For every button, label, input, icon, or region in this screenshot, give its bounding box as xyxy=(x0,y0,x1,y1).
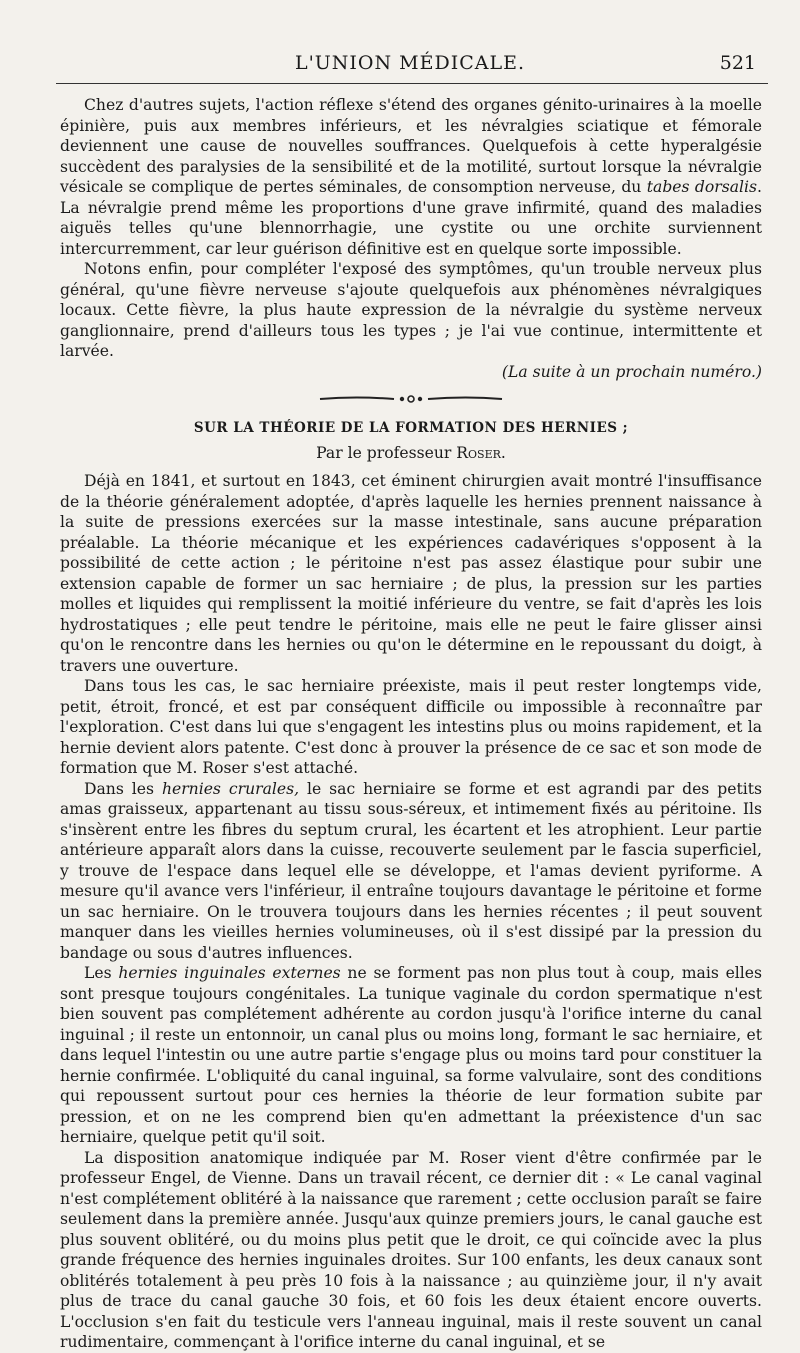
ornament-rule-icon xyxy=(316,392,506,406)
paragraph xyxy=(60,471,762,676)
paragraph-italic-text: tabes dorsalis xyxy=(646,178,758,196)
paragraph xyxy=(60,1148,762,1353)
article-title: SUR LA THÉORIE DE LA FORMATION DES HERNIES ; xyxy=(193,420,629,436)
running-title: L'UNION MÉDICALE. xyxy=(294,52,526,74)
paragraph xyxy=(60,963,762,1148)
byline-author: Roser. xyxy=(456,443,506,462)
continuation-note: (La suite à un prochain numéro.) xyxy=(501,362,762,381)
paragraph-text: Les xyxy=(84,964,119,982)
paragraph-text: La disposition anatomique indiquée par M. Roser vient d'être confirmée par le professeur Engel, de Vienne. Dans un travail récent, ce dernier dit : « Le canal vaginal n'est complétement oblitéré à la naissance que rarement ; cette occlusion paraît se faire seulement dans la première année. Jusqu'aux quinze premiers jours, le canal gauche est plus souvent oblitéré, ou du moins plus petit que le droit, ce qui coïncide avec la plus grande fréquence des hernies inguinales droites. Sur 100 enfants, les deux canaux sont oblitérés totalement à peu près 10 fois à la naissance ; au quinzième jour, il n'y avait plus de trace du canal gauche 30 fois, et 60 fois les deux étaient encore ouverts. L'occlusion s'en fait du testicule vers l'anneau inguinal, mais il reste souvent un canal rudimentaire, commençant à l'orifice interne du canal inguinal, et se xyxy=(60,1148,762,1351)
paragraph-text: Notons enfin, pour compléter l'exposé des symptômes, qu'un trouble nerveux plus général, qu'une fièvre nerveuse s'ajoute quelquefois aux phénomènes névralgiques locaux. Cette fièvre, la plus haute expression de la névralgie du système nerveux ganglionnaire, prend d'ailleurs tous les types ; je l'ai vue continue, intermittente et larvée. xyxy=(60,260,762,360)
paragraph-text: Dans tous les cas, le sac herniaire préexiste, mais il peut rester longtemps vide, petit, étroit, froncé, et est par conséquent difficile ou impossible à reconnaître par l'exploration. C'est dans lui que s'engagent les intestins plus ou moins rapidement, et la hernie devient alors patente. C'est donc à prouver la présence de ce sac et son mode de formation que M. Roser s'est attaché. xyxy=(60,677,762,777)
article-byline xyxy=(60,443,762,464)
paragraph-text: le sac herniaire se forme et est agrandi par des petits amas graisseux, appartenant au tissu sous-séreux, et intimement fixés au péritoine. Ils s'insèrent entre les fibres du septum crural, les écartent et les atrophient. Leur partie antérieure apparaît alors dans la cuisse, recouverte seulement par le fascia superficiel, y trouve de l'espace dans lequel elle se développe, et l'amas devient pyriforme. A mesure qu'il avance vers l'inférieur, il entraîne toujours davantage le péritoine et forme un sac herniaire. On le trouvera toujours dans les hernies récentes ; il peut souvent manquer dans les vieilles hernies volumineuses, où il s'est dissipé par la pression du bandage ou sous d'autres influences. xyxy=(60,779,762,962)
header-rule xyxy=(56,83,768,84)
paragraph xyxy=(60,779,762,964)
paragraph xyxy=(60,259,762,362)
paragraph-italic-text: hernies inguinales externes xyxy=(118,964,341,982)
paragraph-text: . La névralgie prend même les proportions d'une grave infirmité, quand des maladies aiguës telles qu'une blennorrhagie, une cystite ou une orchite surviennent intercurremment, car leur guérison définitive est en quelque sorte impossible. xyxy=(60,178,762,258)
page-body xyxy=(60,95,762,1353)
paragraph-text: Déjà en 1841, et surtout en 1843, cet éminent chirurgien avait montré l'insuffisance de la théorie généralement adoptée, d'après laquelle les hernies prennent naissance à la suite de pressions exercées sur la masse intestinale, sans aucune préparation préalable. La théorie mécanique et les expériences cadavériques s'opposent à la possibilité de cette action ; le péritoine n'est pas assez élastique pour subir une extension capable de former un sac herniaire ; de plus, la pression sur les parties molles et liquides qui remplissent la moitié inférieure du ventre, se fait d'après les lois hydrostatiques ; elle peut tendre le péritoine, mais elle ne peut le faire glisser ainsi qu'on le rencontre dans les hernies ou qu'on le détermine en le repoussant du doigt, à travers une ouverture. xyxy=(60,472,762,675)
paragraph-text: Dans les xyxy=(84,779,162,798)
paragraph-text: Chez d'autres sujets, l'action réflexe s'étend des organes génito-urinaires à la moelle épinière, puis aux membres inférieurs, et les névralgies sciatique et fémorale deviennent une cause de nouvelles souffrances. Quelquefois à cette hyperalgésie succèdent des paralysies de la sensibilité et de la motilité, surtout lorsque la névralgie vésicale se complique de pertes séminales, de consomption nerveuse, du xyxy=(60,96,762,196)
paragraph-italic-text: hernies crurales, xyxy=(161,779,300,798)
byline-prefix: Par le professeur xyxy=(316,443,457,462)
paragraph xyxy=(60,95,762,259)
paragraph xyxy=(60,676,762,779)
page-number: 521 xyxy=(719,52,756,74)
page-header xyxy=(60,46,760,80)
section-ornament xyxy=(60,382,762,416)
paragraph-text: ne se forment pas non plus tout à coup, mais elles sont presque toujours congénitales. La tunique vaginale du cordon spermatique n'est bien souvent pas complétement adhérente au cordon jusqu'à l'orifice interne du canal inguinal ; il reste un entonnoir, un canal plus ou moins long, formant le sac herniaire, et dans lequel l'intestin ou une autre partie s'engage plus ou moins tard pour constituer la hernie confirmée. L'obliquité du canal inguinal, sa forme valvulaire, sont des conditions qui repoussent surtout pour ces hernies la théorie de leur formation subite par pression, et on ne les comprend bien qu'en admettant la préexistence d'un sac herniaire, quelque petit qu'il soit. xyxy=(60,964,763,1146)
